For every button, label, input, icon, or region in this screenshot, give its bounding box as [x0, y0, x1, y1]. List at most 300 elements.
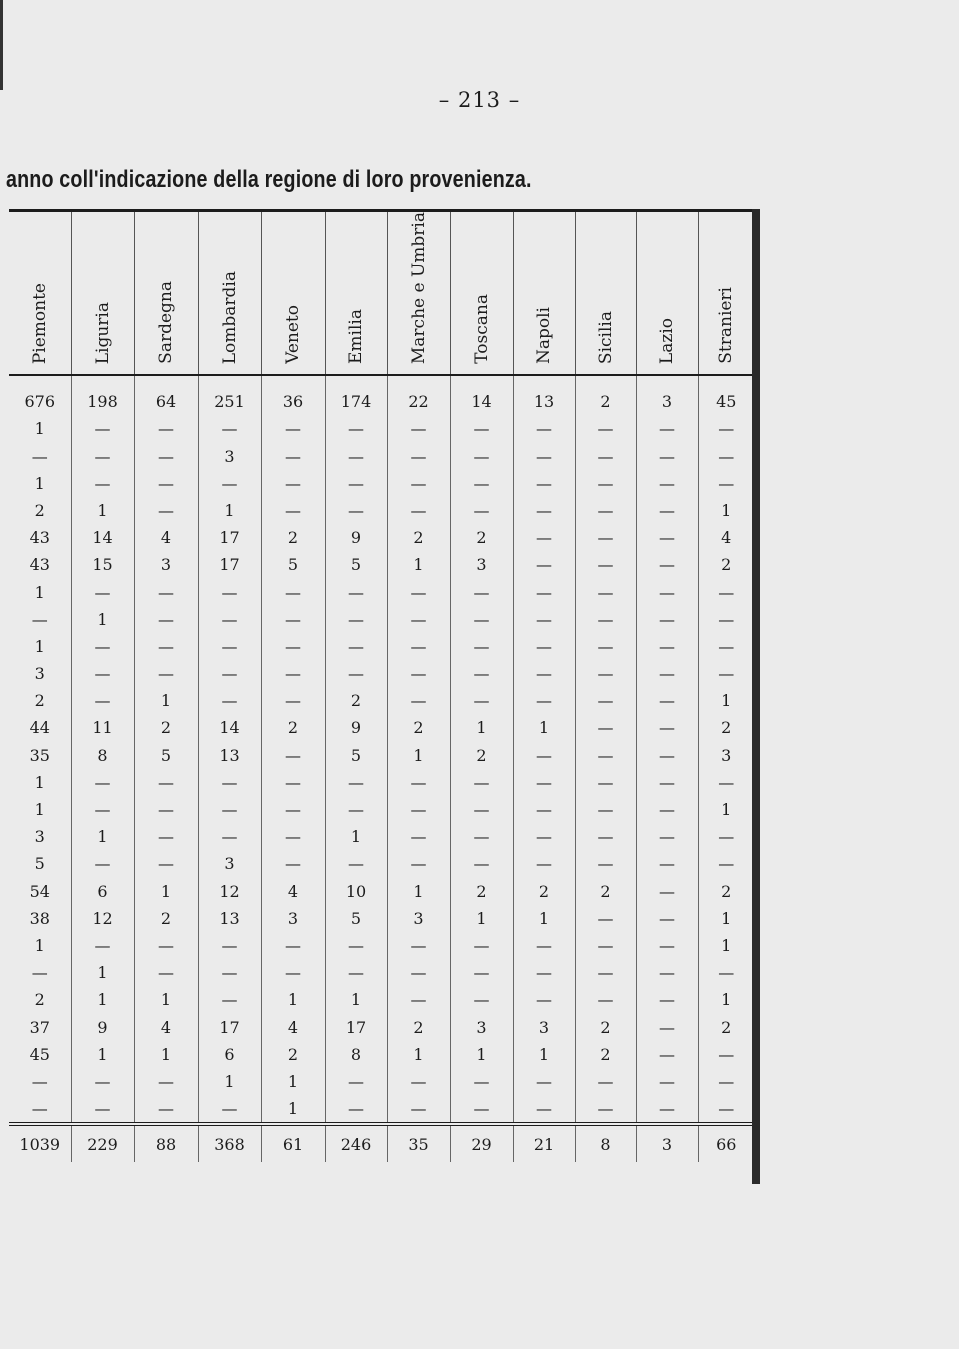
column-header	[134, 211, 198, 376]
column-header	[450, 211, 513, 376]
table-cell: 38	[29, 908, 50, 928]
page-edge-rule	[0, 0, 3, 90]
table-cell: 8	[325, 1041, 387, 1068]
total-cell: 35	[387, 1124, 450, 1162]
table-cell: —	[261, 850, 325, 877]
table-cell: 2	[450, 742, 513, 769]
table-cell: —	[450, 796, 513, 823]
table-cell: —	[261, 415, 325, 442]
table-cell: —	[575, 769, 636, 796]
table-cell: —	[698, 850, 754, 877]
table-cell: —	[387, 959, 450, 986]
column-header	[198, 211, 261, 376]
table-cell: 676	[24, 392, 56, 412]
table-cell: —	[636, 1041, 698, 1068]
table-cell: —	[450, 633, 513, 660]
table-row	[9, 959, 754, 986]
table-cell: 13	[198, 905, 261, 932]
table-cell: —	[575, 932, 636, 959]
table-cell: —	[575, 823, 636, 850]
table-cell: —	[31, 609, 48, 629]
table-cell: 4	[261, 877, 325, 904]
column-header-label: Stranieri	[716, 287, 737, 365]
table-cell: 3	[34, 827, 45, 847]
table-cell: —	[636, 1095, 698, 1124]
table-cell: —	[450, 986, 513, 1013]
table-cell: —	[575, 905, 636, 932]
column-header-label: Sardegna	[156, 281, 176, 365]
table-cell: 1	[198, 497, 261, 524]
table-row	[9, 932, 754, 959]
table-cell: 1	[261, 1095, 325, 1124]
total-cell: 88	[134, 1124, 198, 1162]
table-cell: 1	[387, 1041, 450, 1068]
table-cell: 1	[34, 582, 45, 602]
table-row	[9, 442, 754, 469]
table-row	[9, 660, 754, 687]
table-cell: 4	[134, 1013, 198, 1040]
table-cell: 1	[325, 986, 387, 1013]
table-cell: 9	[71, 1013, 134, 1040]
table-cell: 4	[134, 524, 198, 551]
table-row	[9, 850, 754, 877]
table-cell: 9	[325, 524, 387, 551]
table-cell: 1	[450, 1041, 513, 1068]
table-cell: —	[636, 578, 698, 605]
table-cell: —	[387, 606, 450, 633]
table-cell: —	[698, 1068, 754, 1095]
column-header-label: Lazio	[657, 318, 677, 365]
table-cell: 1	[698, 687, 754, 714]
table-cell: —	[198, 769, 261, 796]
table-cell: 198	[71, 375, 134, 415]
table-cell: 1	[698, 497, 754, 524]
table-cell: 1	[698, 905, 754, 932]
table-cell: —	[261, 769, 325, 796]
table-cell: 2	[698, 877, 754, 904]
table-body	[9, 375, 754, 1124]
table-cell: —	[450, 1095, 513, 1124]
table-cell: 1	[71, 823, 134, 850]
table-cell: 45	[698, 375, 754, 415]
table-cell: —	[575, 524, 636, 551]
table-cell: —	[575, 1095, 636, 1124]
table-cell: —	[450, 687, 513, 714]
table-cell: 251	[198, 375, 261, 415]
table-cell: —	[71, 932, 134, 959]
table-cell: —	[450, 660, 513, 687]
table-cell: —	[134, 470, 198, 497]
table-cell: —	[134, 796, 198, 823]
table-cell: —	[387, 769, 450, 796]
table-cell: 2	[34, 691, 45, 711]
table-cell: 1	[71, 959, 134, 986]
table-cell: —	[261, 742, 325, 769]
column-header-label: Napoli	[534, 307, 554, 365]
table-cell: —	[636, 1013, 698, 1040]
table-cell: 1	[71, 986, 134, 1013]
table-cell: 3	[636, 375, 698, 415]
table-cell: —	[698, 660, 754, 687]
table-cell: —	[698, 633, 754, 660]
table-cell: —	[575, 1068, 636, 1095]
table-cell: 10	[325, 877, 387, 904]
table-row	[9, 1068, 754, 1095]
table-cell: 9	[325, 714, 387, 741]
table-cell: 2	[261, 1041, 325, 1068]
table-cell: 6	[198, 1041, 261, 1068]
table-cell: 14	[198, 714, 261, 741]
table-cell: 22	[387, 375, 450, 415]
table-cell: 2	[513, 877, 575, 904]
table-cell: —	[71, 578, 134, 605]
table-cell: 1	[261, 986, 325, 1013]
table-cell: 4	[261, 1013, 325, 1040]
table-cell: —	[134, 606, 198, 633]
table-cell: —	[134, 578, 198, 605]
table-cell: —	[636, 497, 698, 524]
table-cell: 44	[29, 718, 50, 738]
table-cell: —	[198, 633, 261, 660]
table-cell: —	[636, 415, 698, 442]
table-cell: —	[387, 578, 450, 605]
table-cell: —	[71, 769, 134, 796]
table-cell: —	[261, 442, 325, 469]
table-row	[9, 1013, 754, 1040]
table-cell: —	[450, 415, 513, 442]
table-cell: —	[450, 959, 513, 986]
table-cell: —	[513, 551, 575, 578]
table-cell: 1	[134, 1041, 198, 1068]
table-cell: —	[698, 823, 754, 850]
table-cell: 17	[325, 1013, 387, 1040]
column-header	[575, 211, 636, 376]
table-cell: 174	[325, 375, 387, 415]
table-cell: 1	[34, 636, 45, 656]
table-cell: —	[31, 1099, 48, 1119]
table-cell: 3	[261, 905, 325, 932]
table-cell: 17	[198, 524, 261, 551]
table-totals-row	[9, 1124, 754, 1162]
table-cell: —	[698, 769, 754, 796]
table-cell: —	[325, 442, 387, 469]
table-cell: 1	[261, 1068, 325, 1095]
table-cell: 1	[34, 772, 45, 792]
table-cell: 3	[198, 850, 261, 877]
table-cell: —	[71, 1095, 134, 1124]
table-cell: 2	[698, 714, 754, 741]
table-cell: 5	[134, 742, 198, 769]
table-cell: —	[513, 687, 575, 714]
table-row	[9, 905, 754, 932]
table-cell: 1	[71, 1041, 134, 1068]
table-cell: 2	[134, 714, 198, 741]
table-cell: 2	[575, 1041, 636, 1068]
table-cell: —	[450, 850, 513, 877]
table-cell: —	[325, 415, 387, 442]
table-cell: —	[513, 823, 575, 850]
table-cell: 45	[29, 1044, 50, 1064]
table-cell: —	[261, 932, 325, 959]
table-cell: 2	[34, 990, 45, 1010]
total-cell: 21	[513, 1124, 575, 1162]
table-cell: 1	[34, 935, 45, 955]
table-cell: —	[636, 633, 698, 660]
table-cell: 2	[387, 1013, 450, 1040]
table-cell: —	[31, 963, 48, 983]
table-cell: —	[450, 606, 513, 633]
column-header-label: Liguria	[92, 301, 113, 365]
table-cell: —	[575, 660, 636, 687]
table-cell: —	[134, 959, 198, 986]
table-cell: —	[450, 578, 513, 605]
table-cell: —	[513, 524, 575, 551]
table-cell: 54	[29, 881, 50, 901]
table-cell: —	[513, 1095, 575, 1124]
table-cell: 1	[71, 497, 134, 524]
table-cell: —	[71, 1068, 134, 1095]
table-cell: —	[636, 551, 698, 578]
table-cell: —	[636, 986, 698, 1013]
table-cell: —	[198, 578, 261, 605]
table-row	[9, 470, 754, 497]
table-cell: —	[450, 1068, 513, 1095]
table-cell: —	[513, 742, 575, 769]
table-cell: —	[325, 932, 387, 959]
column-header	[698, 211, 754, 376]
table-row	[9, 687, 754, 714]
table-cell: 37	[29, 1017, 50, 1037]
table-row	[9, 551, 754, 578]
table-cell: —	[575, 959, 636, 986]
table-cell: —	[513, 660, 575, 687]
table-cell: 15	[71, 551, 134, 578]
table-cell: —	[387, 660, 450, 687]
column-header	[513, 211, 575, 376]
column-header	[387, 211, 450, 376]
table-cell: 1	[34, 800, 45, 820]
table-cell: —	[134, 932, 198, 959]
table-right-border	[752, 209, 760, 1184]
table-cell: —	[636, 905, 698, 932]
table-cell: —	[636, 660, 698, 687]
table-cell: —	[513, 470, 575, 497]
table-cell: —	[198, 606, 261, 633]
page-number: – 213 –	[438, 88, 521, 112]
table-cell: —	[450, 932, 513, 959]
table-row	[9, 524, 754, 551]
table-cell: 1	[698, 932, 754, 959]
table-cell: —	[261, 633, 325, 660]
table-cell: 5	[325, 551, 387, 578]
table-cell: 14	[71, 524, 134, 551]
table-cell: 2	[261, 714, 325, 741]
table-cell: —	[513, 606, 575, 633]
table-cell: 36	[261, 375, 325, 415]
table-cell: —	[513, 959, 575, 986]
table-cell: —	[71, 796, 134, 823]
table-cell: —	[198, 932, 261, 959]
table-cell: —	[261, 687, 325, 714]
column-header	[325, 211, 387, 376]
table-cell: —	[575, 470, 636, 497]
table-cell: —	[198, 986, 261, 1013]
table-cell: 2	[261, 524, 325, 551]
column-header-label: Lombardia	[219, 270, 240, 365]
table-cell: —	[387, 823, 450, 850]
table-row	[9, 606, 754, 633]
table-cell: 17	[198, 1013, 261, 1040]
table-cell: 12	[71, 905, 134, 932]
table-cell: —	[198, 959, 261, 986]
table-cell: —	[387, 932, 450, 959]
table-cell: —	[575, 796, 636, 823]
table-cell: —	[575, 551, 636, 578]
table-cell: —	[575, 742, 636, 769]
table-cell: —	[450, 769, 513, 796]
table-cell: —	[698, 470, 754, 497]
table-cell: —	[198, 415, 261, 442]
column-header	[71, 211, 134, 376]
table-cell: —	[325, 660, 387, 687]
total-cell: 1039	[9, 1124, 71, 1162]
table-cell: —	[513, 415, 575, 442]
table-cell: 43	[29, 555, 50, 575]
table-row	[9, 742, 754, 769]
table-cell: —	[450, 470, 513, 497]
total-cell: 246	[325, 1124, 387, 1162]
table-cell: —	[387, 687, 450, 714]
page-heading: anno coll'indicazione della regione di loro provenienza.	[6, 166, 532, 193]
table-cell: —	[71, 415, 134, 442]
table-cell: —	[450, 442, 513, 469]
table-cell: —	[71, 633, 134, 660]
table-cell: —	[198, 660, 261, 687]
table-cell: —	[575, 714, 636, 741]
column-header-label: Piemonte	[29, 282, 50, 365]
table-cell: 1	[450, 905, 513, 932]
table-cell: —	[575, 633, 636, 660]
column-header	[636, 211, 698, 376]
table-cell: 11	[71, 714, 134, 741]
table-cell: —	[513, 497, 575, 524]
table-row	[9, 497, 754, 524]
table-cell: 2	[450, 524, 513, 551]
table-cell: —	[698, 1041, 754, 1068]
table-cell: 1	[513, 905, 575, 932]
table-cell: —	[698, 442, 754, 469]
table-cell: 2	[387, 524, 450, 551]
table-cell: —	[387, 1095, 450, 1124]
table-cell: —	[387, 1068, 450, 1095]
table-cell: —	[134, 769, 198, 796]
table-cell: —	[134, 442, 198, 469]
table-row	[9, 578, 754, 605]
table-cell: 12	[198, 877, 261, 904]
table-cell: 2	[387, 714, 450, 741]
table-cell: 8	[71, 742, 134, 769]
table-cell: —	[261, 578, 325, 605]
total-cell: 29	[450, 1124, 513, 1162]
column-header	[261, 211, 325, 376]
table-cell: —	[636, 606, 698, 633]
table-cell: —	[325, 497, 387, 524]
table-cell: —	[325, 1095, 387, 1124]
table-cell: 35	[29, 745, 50, 765]
statistics-table	[9, 209, 754, 1162]
table-cell: 1	[513, 714, 575, 741]
total-cell: 61	[261, 1124, 325, 1162]
table-cell: —	[636, 823, 698, 850]
column-header-label: Marche e Umbria	[408, 212, 429, 365]
table-cell: —	[513, 442, 575, 469]
table-cell: —	[325, 578, 387, 605]
column-header-label: Veneto	[283, 305, 303, 365]
table-cell: 1	[134, 687, 198, 714]
table-cell: —	[575, 606, 636, 633]
table-cell: 3	[387, 905, 450, 932]
table-cell: —	[636, 932, 698, 959]
column-header-label: Toscana	[471, 294, 492, 365]
table-cell: —	[71, 470, 134, 497]
table-cell: 1	[325, 823, 387, 850]
table-row	[9, 375, 754, 415]
table-cell: —	[134, 660, 198, 687]
column-header	[9, 211, 71, 376]
table-cell: —	[387, 415, 450, 442]
table-cell: 5	[34, 854, 45, 874]
table-cell: 1	[198, 1068, 261, 1095]
table-cell: —	[261, 796, 325, 823]
table-cell: —	[387, 796, 450, 823]
table-cell: 3	[513, 1013, 575, 1040]
table-cell: —	[513, 796, 575, 823]
table-cell: —	[636, 1068, 698, 1095]
table-cell: —	[71, 850, 134, 877]
table-cell: —	[636, 796, 698, 823]
table-cell: 3	[450, 551, 513, 578]
table-cell: 1	[134, 986, 198, 1013]
table-cell: 5	[261, 551, 325, 578]
table-cell: 13	[513, 375, 575, 415]
table-cell: —	[325, 470, 387, 497]
table-cell: 1	[387, 877, 450, 904]
table-cell: —	[261, 660, 325, 687]
table-cell: 2	[698, 1013, 754, 1040]
table-cell: —	[134, 633, 198, 660]
table-cell: —	[636, 959, 698, 986]
table-cell: —	[198, 1095, 261, 1124]
table-cell: —	[450, 497, 513, 524]
table-cell: 3	[198, 442, 261, 469]
table-cell: 3	[698, 742, 754, 769]
column-header-label: Emilia	[346, 309, 366, 365]
table-cell: —	[387, 470, 450, 497]
table-cell: 1	[34, 473, 45, 493]
table-cell: —	[513, 633, 575, 660]
total-cell: 8	[575, 1124, 636, 1162]
table-row	[9, 415, 754, 442]
table-cell: —	[636, 687, 698, 714]
table-cell: —	[71, 687, 134, 714]
total-cell: 66	[698, 1124, 754, 1162]
table-cell: —	[261, 470, 325, 497]
table-cell: —	[575, 415, 636, 442]
table-cell: 5	[325, 742, 387, 769]
table-cell: 2	[698, 551, 754, 578]
table-cell: —	[261, 959, 325, 986]
table-cell: 4	[698, 524, 754, 551]
